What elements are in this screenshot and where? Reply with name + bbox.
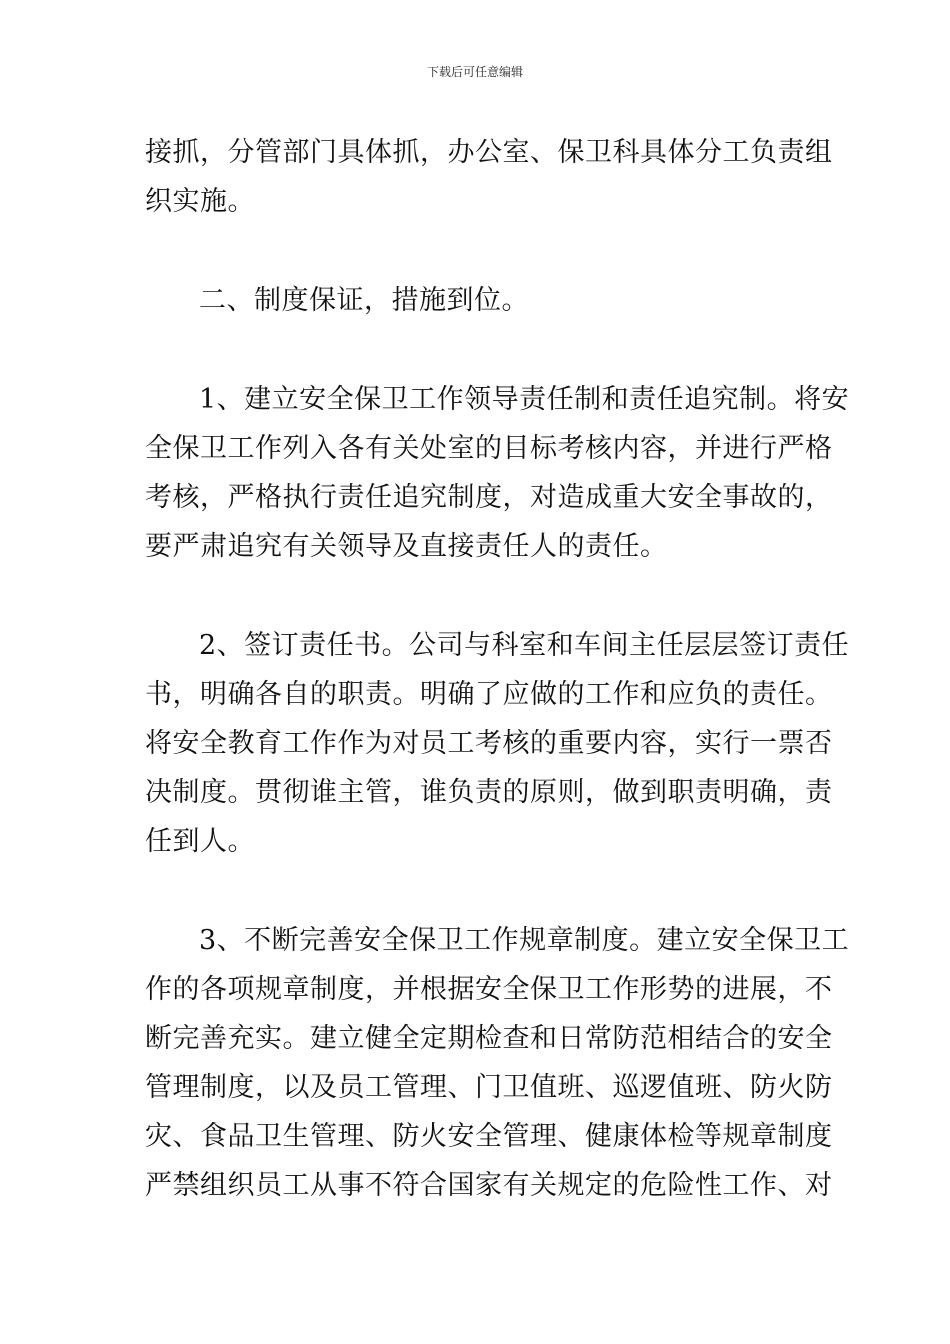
text-line: 灾、食品卫生管理、防火安全管理、健康体检等规章制度	[145, 1121, 833, 1152]
text-line: 决制度。贯彻谁主管，谁负责的原则，做到职责明确，责	[145, 777, 833, 808]
text-line: 2、签订责任书。公司与科室和车间主任层层签订责任	[199, 630, 850, 661]
text-line: 接抓，分管部门具体抓，办公室、保卫科具体分工负责组	[145, 137, 833, 168]
text-line: 考核，严格执行责任追究制度，对造成重大安全事故的，	[145, 482, 833, 513]
text-line: 书，明确各自的职责。明确了应做的工作和应负的责任。	[145, 679, 833, 710]
document-body	[145, 128, 850, 1210]
text-line: 将安全教育工作作为对员工考核的重要内容，实行一票否	[145, 728, 833, 759]
paragraph-item-2	[145, 621, 850, 866]
section-heading	[145, 276, 807, 325]
text-line: 任到人。	[145, 826, 255, 857]
text-line: 1、建立安全保卫工作领导责任制和责任追究制。将安	[199, 384, 850, 415]
page-header: 下载后可任意编辑	[426, 65, 523, 79]
text-line: 管理制度，以及员工管理、门卫值班、巡逻值班、防火防	[145, 1072, 833, 1103]
text-line: 要严肃追究有关领导及直接责任人的责任。	[145, 531, 668, 562]
text-line: 织实施。	[145, 186, 255, 217]
paragraph-continuation	[145, 128, 833, 226]
text-line: 严禁组织员工从事不符合国家有关规定的危险性工作、对	[145, 1170, 833, 1201]
text-line: 断完善充实。建立健全定期检查和日常防范相结合的安全	[145, 1023, 833, 1054]
text-line: 3、不断完善安全保卫工作规章制度。建立安全保卫工	[199, 925, 850, 956]
paragraph-item-3	[145, 916, 850, 1210]
text-line: 作的各项规章制度，并根据安全保卫工作形势的进展，不	[145, 974, 833, 1005]
paragraph-item-1	[145, 375, 850, 571]
text-line: 全保卫工作列入各有关处室的目标考核内容，并进行严格	[145, 433, 833, 464]
text-line: 二、制度保证，措施到位。	[199, 285, 529, 316]
